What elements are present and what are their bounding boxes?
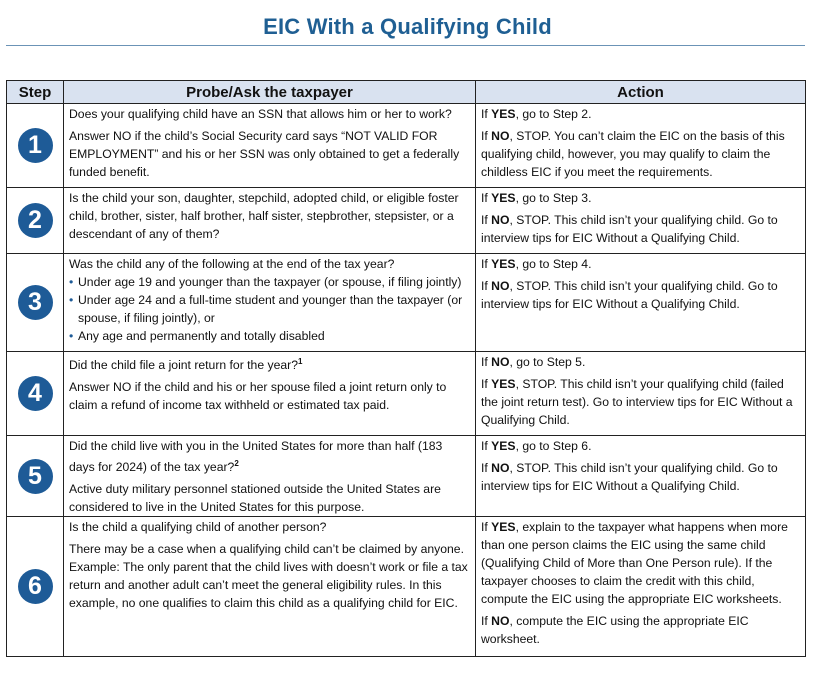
probe-cell: [64, 188, 476, 254]
title-divider: [6, 45, 805, 46]
step-number-badge: 3: [18, 285, 53, 320]
eic-steps-table: [6, 80, 806, 657]
probe-note: Active duty military personnel stationed outside the United States are considered to live in the United States for this purpose.: [69, 482, 441, 515]
step-cell: [7, 517, 64, 657]
header-probe: Probe/Ask the taxpayer: [64, 81, 476, 104]
criteria-list: [69, 273, 470, 345]
probe-cell: [64, 517, 476, 657]
probe-question: Does your qualifying child have an SSN that allows him or her to work?: [69, 107, 452, 121]
step-number-badge: 2: [18, 203, 53, 238]
bullet-icon: •: [69, 293, 74, 307]
header-step: Step: [7, 81, 64, 104]
action-cell: [476, 254, 806, 352]
action-line: If YES, STOP. This child isn’t your qualifying child (failed the joint return test). Go to interview tips for EIC Without a Qualifying Child.: [481, 377, 793, 427]
table-row: [7, 188, 806, 254]
step-number-badge: 4: [18, 376, 53, 411]
probe-question: Is the child your son, daughter, stepchild, adopted child, or eligible foster child, brother, sister, half brother, half sister, stepbrother, stepsister, or a descendant of any of them?: [69, 191, 459, 241]
action-line: If NO, compute the EIC using the appropriate EIC worksheet.: [481, 614, 749, 647]
action-line: If NO, STOP. This child isn’t your qualifying child. Go to interview tips for EIC Without a Qualifying Child.: [481, 461, 778, 493]
step-cell: [7, 188, 64, 254]
probe-question: Did the child file a joint return for the year?$^1$: [69, 357, 303, 373]
footnote-marker: 1: [297, 357, 303, 366]
action-line: If NO, STOP. This child isn’t your qualifying child. Go to interview tips for EIC Without a Qualifying Child.: [481, 213, 778, 245]
action-line: If YES, go to Step 4.: [481, 257, 592, 271]
list-item: • Under age 19 and younger than the taxpayer (or spouse, if filing jointly): [69, 275, 462, 289]
table-row: [7, 352, 806, 436]
list-item: • Under age 24 and a full-time student and younger than the taxpayer (or spouse, if filing jointly), or: [69, 293, 463, 325]
step-number-badge: 1: [18, 128, 53, 163]
probe-cell: [64, 352, 476, 436]
probe-cell: [64, 436, 476, 517]
table-row: [7, 254, 806, 352]
action-cell: [476, 517, 806, 657]
action-cell: [476, 188, 806, 254]
page-title: EIC With a Qualifying Child: [263, 14, 552, 39]
bullet-icon: •: [69, 329, 74, 343]
table-header-row: [7, 81, 806, 104]
step-cell: [7, 104, 64, 188]
action-line: If NO, STOP. You can’t claim the EIC on the basis of this qualifying child, however, you may qualify to claim the childless EIC if you meet the requirements.: [481, 129, 785, 179]
probe-question: Was the child any of the following at the end of the tax year?: [69, 257, 395, 271]
action-cell: [476, 352, 806, 436]
step-cell: [7, 254, 64, 352]
step-cell: [7, 352, 64, 436]
list-item: • Any age and permanently and totally disabled: [69, 329, 325, 343]
footnote-marker: 2: [234, 459, 239, 468]
probe-note: Answer NO if the child and his or her spouse filed a joint return only to claim a refund of income tax withheld or estimated tax paid.: [69, 380, 447, 413]
step-number-badge: 6: [18, 569, 53, 604]
table-row: [7, 436, 806, 517]
action-line: If YES, go to Step 6.: [481, 439, 592, 453]
step-cell: [7, 436, 64, 517]
probe-cell: [64, 254, 476, 352]
action-line: If NO, go to Step 5.: [481, 355, 586, 369]
action-line: If NO, STOP. This child isn’t your qualifying child. Go to interview tips for EIC Without a Qualifying Child.: [481, 279, 778, 311]
action-line: If YES, explain to the taxpayer what happens when more than one person claims the EIC using the same child (Qualifying Child of More than One Person rule). If the taxpayer chooses to claim the credit with this child, compute the EIC using the appropriate EIC worksheets.: [481, 520, 788, 607]
action-line: If YES, go to Step 3.: [481, 191, 592, 205]
bullet-icon: •: [69, 275, 74, 289]
action-cell: [476, 104, 806, 188]
probe-note: There may be a case when a qualifying child can’t be claimed by anyone. Example: The only parent that the child lives with doesn’t work or file a tax return and another adult can’t meet the general eligibility rules. In this example, no one qualifies to claim this child as a qualifying child for EIC.: [69, 542, 468, 611]
probe-note: Answer NO if the child’s Social Security card says “NOT VALID FOR EMPLOYMENT” and his or her SSN was only obtained to get a federally funded benefit.: [69, 129, 460, 179]
action-cell: [476, 436, 806, 517]
header-action: Action: [476, 81, 806, 104]
table-row: [7, 517, 806, 657]
action-line: If YES, go to Step 2.: [481, 107, 592, 121]
table-row: [7, 104, 806, 188]
probe-question: Is the child a qualifying child of another person?: [69, 520, 327, 535]
step-number-badge: 5: [18, 459, 53, 494]
probe-cell: [64, 104, 476, 188]
probe-question: Did the child live with you in the United States for more than half (183 days for 2024) of the tax year?$^2$: [69, 439, 443, 475]
